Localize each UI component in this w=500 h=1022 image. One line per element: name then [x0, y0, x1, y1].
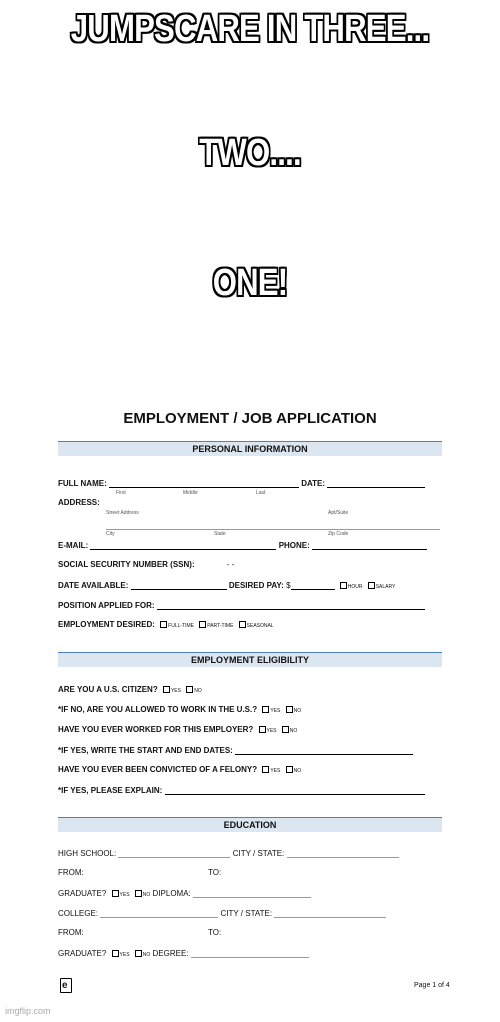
hour-checkbox[interactable] [340, 582, 347, 589]
address-field[interactable] [106, 520, 440, 530]
imgflip-watermark: imgflip.com [5, 1006, 51, 1016]
high-school-row: HIGH SCHOOL: CITY / STATE: [58, 848, 442, 868]
date-field[interactable] [327, 478, 425, 488]
hs-graduate-yes-checkbox[interactable] [112, 890, 119, 897]
section-employment-eligibility: EMPLOYMENT ELIGIBILITY [58, 652, 442, 667]
felony-yes-checkbox[interactable] [262, 766, 269, 773]
date-available-row: DATE AVAILABLE: DESIRED PAY: $ HOUR SALARY [58, 581, 396, 590]
hs-graduate-no-checkbox[interactable] [135, 890, 142, 897]
high-school-field[interactable] [118, 848, 230, 858]
part-time-checkbox[interactable] [199, 621, 206, 628]
allowed-no-checkbox[interactable] [286, 706, 293, 713]
salary-checkbox[interactable] [368, 582, 375, 589]
start-end-dates-row: *IF YES, WRITE THE START AND END DATES: [58, 745, 442, 765]
date-available-field[interactable] [131, 580, 227, 590]
full-name-row: FULL NAME: DATE: First Middle Last [58, 478, 442, 498]
diploma-field[interactable] [193, 888, 311, 898]
college-graduate-yes-checkbox[interactable] [112, 950, 119, 957]
explain-row: *IF YES, PLEASE EXPLAIN: [58, 785, 442, 805]
college-row: COLLEGE: CITY / STATE: [58, 908, 442, 928]
seasonal-checkbox[interactable] [239, 621, 246, 628]
worked-yes-checkbox[interactable] [259, 726, 266, 733]
employment-desired-row: EMPLOYMENT DESIRED: FULL-TIME PART-TIME SEASONAL [58, 620, 274, 629]
citizen-no-checkbox[interactable] [186, 686, 193, 693]
form-title: EMPLOYMENT / JOB APPLICATION [123, 410, 377, 427]
college-field[interactable] [100, 908, 218, 918]
allowed-yes-checkbox[interactable] [262, 706, 269, 713]
felony-row: HAVE YOU EVER BEEN CONVICTED OF A FELONY? YES NO [58, 765, 302, 774]
ssn-row: SOCIAL SECURITY NUMBER (SSN): - - [58, 560, 235, 569]
felony-no-checkbox[interactable] [286, 766, 293, 773]
address-row: ADDRESS: Street Address Apt/Suite City State Zip Code [58, 498, 442, 540]
degree-field[interactable] [191, 948, 309, 958]
explain-field[interactable] [165, 785, 425, 795]
meme-line-1: JUMPSCARE IN THREE... [70, 8, 430, 50]
page-number: Page 1 of 4 [414, 982, 450, 989]
high-school-dates-row: FROM: TO: [58, 868, 222, 877]
full-time-checkbox[interactable] [160, 621, 167, 628]
college-graduate-no-checkbox[interactable] [135, 950, 142, 957]
start-end-dates-field[interactable] [235, 745, 413, 755]
section-personal-information: PERSONAL INFORMATION [58, 441, 442, 456]
email-row: E-MAIL: PHONE: [58, 540, 442, 560]
ssn-field[interactable]: - - [226, 560, 235, 569]
college-graduate-row: GRADUATE? YES NO DEGREE: [58, 948, 442, 968]
college-dates-row: FROM: TO: [58, 928, 222, 937]
high-school-graduate-row: GRADUATE? YES NO DIPLOMA: [58, 888, 442, 908]
worked-before-row: HAVE YOU EVER WORKED FOR THIS EMPLOYER? YES NO [58, 725, 298, 734]
email-field[interactable] [90, 540, 276, 550]
citizen-row: ARE YOU A U.S. CITIZEN? YES NO [58, 685, 202, 694]
allowed-work-row: *IF NO, ARE YOU ALLOWED TO WORK IN THE U.S.? YES NO [58, 705, 302, 714]
worked-no-checkbox[interactable] [282, 726, 289, 733]
citizen-yes-checkbox[interactable] [163, 686, 170, 693]
position-field[interactable] [157, 600, 425, 610]
meme-line-2: TWO.... [199, 132, 301, 174]
position-row: POSITION APPLIED FOR: [58, 600, 442, 620]
meme-line-3: ONE! [212, 262, 288, 304]
phone-field[interactable] [312, 540, 427, 550]
desired-pay-field[interactable] [291, 580, 335, 590]
college-city-field[interactable] [274, 908, 386, 918]
high-school-city-field[interactable] [287, 848, 399, 858]
document-logo-icon [60, 978, 72, 993]
full-name-field[interactable] [109, 478, 299, 488]
section-education: EDUCATION [58, 817, 442, 832]
job-application-form [58, 410, 442, 968]
